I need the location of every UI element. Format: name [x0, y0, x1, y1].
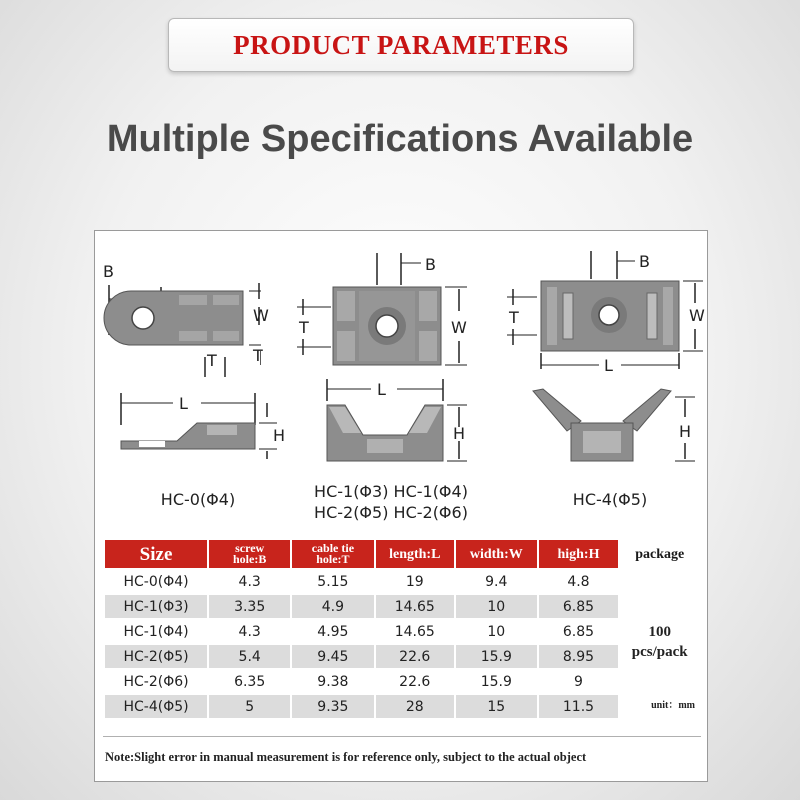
header-tie-line2: hole:T	[316, 552, 350, 566]
cell-high: 6.85	[539, 620, 619, 643]
cell-screw-hole: 4.3	[209, 620, 290, 643]
cell-width: 15.9	[456, 670, 537, 693]
cell-width: 10	[456, 595, 537, 618]
cell-screw-hole: 3.35	[209, 595, 290, 618]
cell-high: 6.85	[539, 595, 619, 618]
header-screw-hole	[209, 540, 290, 568]
unit-note: unit：mm	[651, 700, 695, 711]
spec-panel	[94, 230, 708, 782]
page-subtitle: Multiple Specifications Available	[106, 118, 694, 160]
cell-cable-tie-hole: 9.35	[292, 695, 373, 718]
cell-high: 9	[539, 670, 619, 693]
header-screw-line1: screw	[235, 541, 265, 555]
hc12-top-view-diagram	[295, 251, 485, 379]
hc4-side-label-h: H	[679, 422, 692, 441]
cell-size: HC-4(Φ5)	[105, 695, 207, 718]
cell-length: 14.65	[376, 595, 455, 618]
cell-screw-hole: 5	[209, 695, 290, 718]
cell-length: 22.6	[376, 645, 455, 668]
hc12-top-label-w: W	[451, 318, 467, 337]
hc0-top-label-b: B	[103, 262, 114, 281]
cell-cable-tie-hole: 9.38	[292, 670, 373, 693]
hc12-caption-line1: HC-1(Φ3) HC-1(Φ4)	[314, 482, 468, 501]
hc0-side-label-l: L	[179, 394, 188, 413]
cell-cable-tie-hole: 5.15	[292, 570, 373, 593]
hc12-side-label-l: L	[377, 380, 386, 399]
hc12-caption-line2: HC-2(Φ5) HC-2(Φ6)	[314, 503, 468, 522]
header-package: package	[620, 540, 699, 568]
cell-cable-tie-hole: 4.95	[292, 620, 373, 643]
cell-cable-tie-hole: 4.9	[292, 595, 373, 618]
cell-high: 8.95	[539, 645, 619, 668]
table-row	[105, 595, 699, 618]
header-screw-line2: hole:B	[233, 552, 267, 566]
cell-width: 9.4	[456, 570, 537, 593]
hc4-side-view-diagram	[515, 387, 705, 467]
cell-size: HC-0(Φ4)	[105, 570, 207, 593]
table-header-row	[105, 540, 699, 568]
header-length: length:L	[376, 540, 455, 568]
hc0-top-label-t: T	[207, 351, 217, 370]
table-row	[105, 620, 699, 643]
hc0-t-bottom-box	[201, 349, 227, 371]
hc4-top-label-w: W	[689, 306, 705, 325]
measurement-note: Note:Slight error in manual measurement is for reference only, subject to the actual object	[105, 750, 587, 764]
hc0-top-label-w: W	[253, 306, 269, 325]
cell-screw-hole: 5.4	[209, 645, 290, 668]
note-divider	[103, 736, 701, 737]
hc0-w-label-box	[247, 305, 277, 325]
header-tie-line1: cable tie	[311, 541, 355, 555]
hc4-top-view-diagram	[505, 249, 705, 369]
hc0-side-label-h: H	[273, 426, 286, 445]
page-title: PRODUCT PARAMETERS	[233, 29, 569, 60]
hc0-top-label-t-right: T	[253, 346, 263, 365]
hc0-t-label-box	[247, 341, 277, 369]
cell-length: 28	[376, 695, 455, 718]
cell-high: 4.8	[539, 570, 619, 593]
table-row	[105, 645, 699, 668]
title-banner	[168, 18, 634, 72]
header-width: width:W	[456, 540, 537, 568]
cell-length: 22.6	[376, 670, 455, 693]
cell-cable-tie-hole: 9.45	[292, 645, 373, 668]
cell-size: HC-1(Φ4)	[105, 620, 207, 643]
hc12-side-label-h: H	[453, 424, 466, 443]
spec-table	[103, 538, 701, 720]
hc0-side-view-diagram	[115, 389, 295, 459]
cell-high: 11.5	[539, 695, 619, 718]
hc4-length-dimension	[541, 357, 681, 381]
hc4-caption: HC-4(Φ5)	[572, 490, 648, 509]
cell-screw-hole: 6.35	[209, 670, 290, 693]
table-row	[105, 670, 699, 693]
header-cable-tie-hole	[292, 540, 373, 568]
cell-width: 15	[456, 695, 537, 718]
hc4-top-label-t: T	[509, 308, 519, 327]
cell-size: HC-2(Φ6)	[105, 670, 207, 693]
hc0-top-view-diagram	[101, 253, 261, 381]
hc12-side-view-diagram	[315, 375, 495, 475]
hc12-top-label-t: T	[299, 318, 309, 337]
header-high: high:H	[539, 540, 619, 568]
package-quantity: 100	[648, 624, 671, 640]
cell-size: HC-1(Φ3)	[105, 595, 207, 618]
hc4-top-label-b: B	[639, 252, 650, 271]
header-size: Size	[105, 540, 207, 568]
cell-width: 10	[456, 620, 537, 643]
cell-length: 19	[376, 570, 455, 593]
package-unit: pcs/pack	[631, 644, 688, 660]
cell-screw-hole: 4.3	[209, 570, 290, 593]
hc12-top-label-b: B	[425, 255, 436, 274]
cell-length: 14.65	[376, 620, 455, 643]
table-row	[105, 695, 699, 718]
table-row	[105, 570, 699, 593]
hc0-caption: HC-0(Φ4)	[160, 490, 236, 509]
cell-size: HC-2(Φ5)	[105, 645, 207, 668]
cell-package	[620, 570, 699, 718]
hc4-top-label-l: L	[604, 357, 613, 375]
cell-width: 15.9	[456, 645, 537, 668]
hc12-caption	[291, 481, 491, 523]
